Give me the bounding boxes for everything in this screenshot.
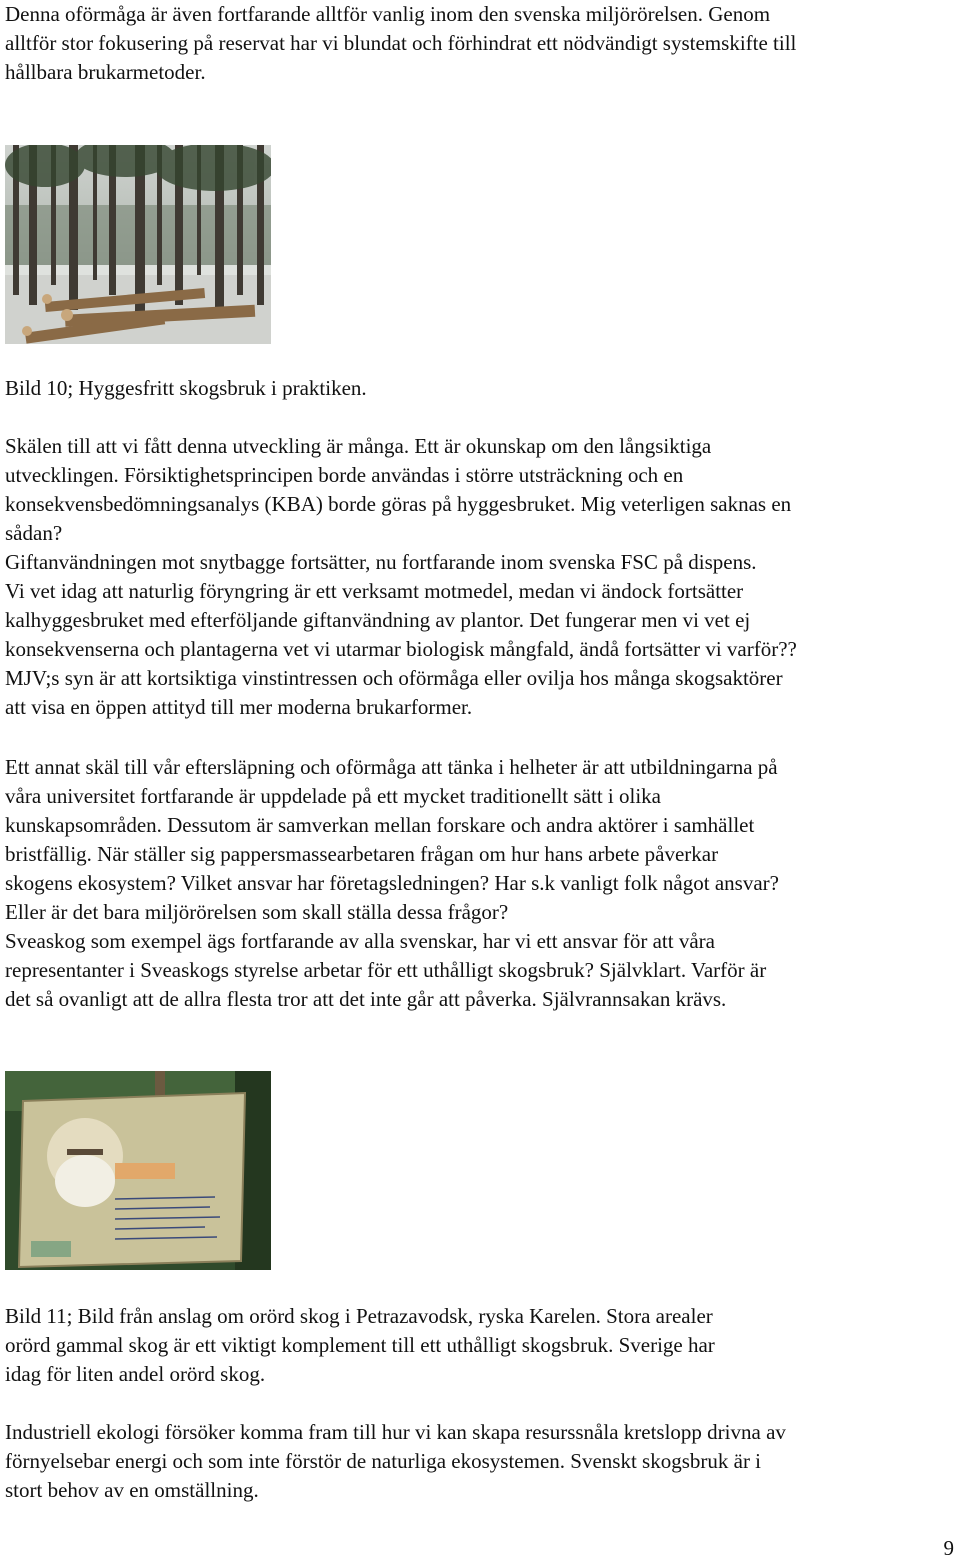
text-line: konsekvenserna och plantagerna vet vi utarmar biologisk mångfald, ändå fortsätter vi varför?? bbox=[5, 637, 797, 661]
text-line: kalhyggesbruket med efterföljande giftanvändning av plantor. Det fungerar men vi vet ej bbox=[5, 608, 751, 632]
text-line: representanter i Sveaskogs styrelse arbetar för ett uthålligt skogsbruk? Självklart. Varför är bbox=[5, 958, 767, 982]
forest-photo bbox=[5, 145, 271, 344]
text-line: att visa en öppen attityd till mer moderna brukarformer. bbox=[5, 695, 473, 719]
caption-bild-11 bbox=[5, 1302, 955, 1389]
text-line: bristfällig. När ställer sig pappersmassearbetaren frågan om hur hans arbete påverkar bbox=[5, 842, 719, 866]
caption-text: idag för liten andel orörd skog. bbox=[5, 1362, 266, 1386]
text-line: Giftanvändningen mot snytbagge fortsätter, nu fortfarande inom svenska FSC på dispens. bbox=[5, 550, 757, 574]
text-line: utvecklingen. Försiktighetsprincipen borde användas i större utsträckning och en bbox=[5, 463, 684, 487]
caption-text: Bild 11; Bild från anslag om orörd skog i Petrazavodsk, ryska Karelen. Stora arealer bbox=[5, 1304, 713, 1328]
text-line: konsekvensbedömningsanalys (KBA) borde göras på hyggesbruket. Mig veterligen saknas en bbox=[5, 492, 792, 516]
ecology-paragraph bbox=[5, 1418, 955, 1505]
text-line: MJV;s syn är att kortsiktiga vinstintressen och oförmåga eller ovilja hos många skogsaktörer bbox=[5, 666, 783, 690]
reasons-paragraph bbox=[5, 432, 955, 722]
text-line: skogens ekosystem? Vilket ansvar har företagsledningen? Har s.k vanligt folk något ansvar? bbox=[5, 871, 779, 895]
caption-text: orörd gammal skog är ett viktigt komplement till ett uthålligt skogsbruk. Sverige har bbox=[5, 1333, 715, 1357]
text-line: Sveaskog som exempel ägs fortfarande av alla svenskar, har vi ett ansvar för att våra bbox=[5, 929, 715, 953]
text-line: stort behov av en omställning. bbox=[5, 1478, 259, 1502]
text-line: alltför stor fokusering på reservat har vi blundat och förhindrat ett nödvändigt systemskifte till bbox=[5, 31, 797, 55]
intro-paragraph bbox=[5, 0, 955, 87]
sign-photo-image bbox=[5, 1071, 271, 1270]
text-line: sådan? bbox=[5, 521, 63, 545]
text-line: Vi vet idag att naturlig föryngring är ett verksamt motmedel, medan vi ändock fortsätter bbox=[5, 579, 744, 603]
text-line: Denna oförmåga är även fortfarande alltför vanlig inom den svenska miljörörelsen. Genom bbox=[5, 2, 771, 26]
caption-bild-10 bbox=[5, 374, 955, 403]
text-line: våra universitet fortfarande är uppdelade på ett mycket traditionellt sätt i olika bbox=[5, 784, 661, 808]
sign-photo bbox=[5, 1071, 271, 1270]
text-line: hållbara brukarmetoder. bbox=[5, 60, 206, 84]
text-line: förnyelsebar energi och som inte förstör de naturliga ekosystemen. Svenskt skogsbruk är i bbox=[5, 1449, 762, 1473]
forest-photo-image bbox=[5, 145, 271, 344]
text-line: Ett annat skäl till vår eftersläpning och oförmåga att tänka i helheter är att utbildningarna på bbox=[5, 755, 778, 779]
education-paragraph bbox=[5, 753, 955, 1014]
text-line: Industriell ekologi försöker komma fram till hur vi kan skapa resurssnåla kretslopp drivna av bbox=[5, 1420, 786, 1444]
page-number: 9 bbox=[943, 1536, 954, 1560]
text-line: kunskapsområden. Dessutom är samverkan mellan forskare och andra aktörer i samhället bbox=[5, 813, 755, 837]
caption-text: Bild 10; Hyggesfritt skogsbruk i praktiken. bbox=[5, 376, 367, 400]
text-line: Skälen till att vi fått denna utveckling är många. Ett är okunskap om den långsiktiga bbox=[5, 434, 712, 458]
text-line: Eller är det bara miljörörelsen som skall ställa dessa frågor? bbox=[5, 900, 509, 924]
text-line: det så ovanligt att de allra flesta tror att det inte går att påverka. Självrannsakan krävs. bbox=[5, 987, 727, 1011]
